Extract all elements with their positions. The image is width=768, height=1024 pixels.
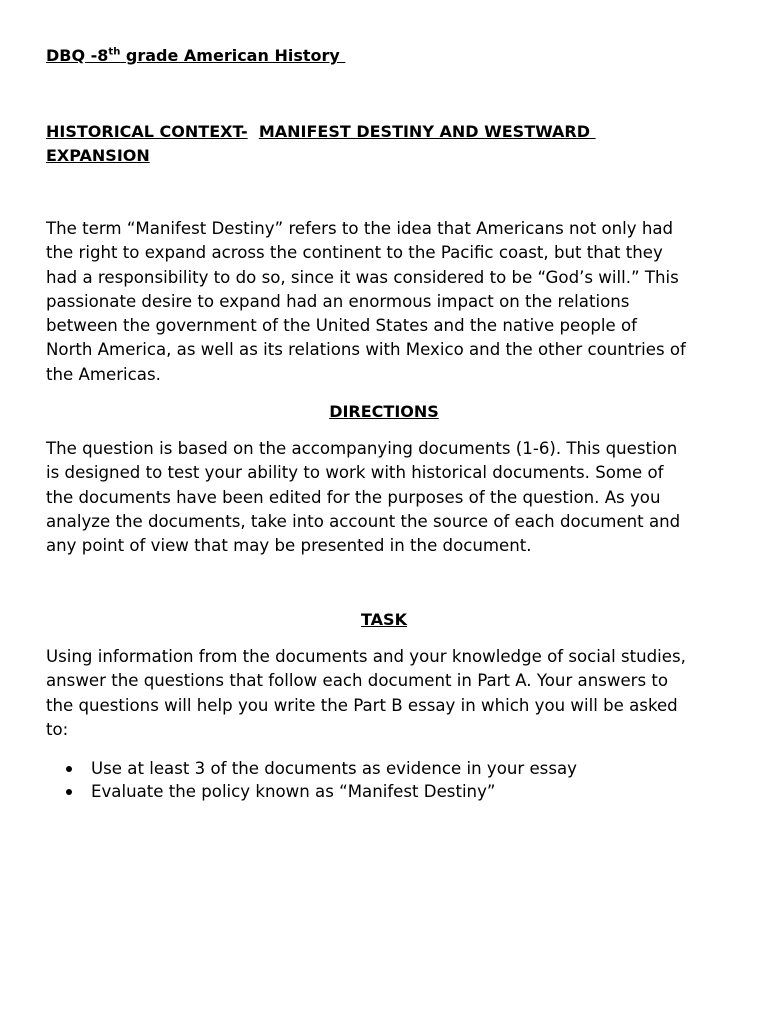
document-title: DBQ -8th grade American History — [46, 46, 346, 65]
list-item: Use at least 3 of the documents as evidence in your essay — [46, 757, 577, 780]
task-paragraph: Using information from the documents and your knowledge of social studies, answer the questions that follow each document in Part A. Your answers to the questions will help you write the Part B essay in which you will be asked to: — [46, 647, 686, 739]
context-topic-line-2: EXPANSION — [46, 146, 150, 165]
directions-heading: DIRECTIONS — [329, 402, 439, 421]
context-topic-line-1: MANIFEST DESTINY AND WESTWARD — [258, 122, 596, 141]
document-body — [46, 0, 730, 1024]
context-label: HISTORICAL CONTEXT- — [46, 122, 248, 141]
task-heading: TASK — [361, 610, 407, 629]
task-bullet-list — [46, 757, 577, 803]
bullet-icon — [66, 766, 72, 772]
historical-context-heading — [46, 120, 686, 168]
bullet-icon — [66, 789, 72, 795]
ordinal-superscript: th — [108, 46, 121, 58]
list-item: Evaluate the policy known as “Manifest Destiny” — [46, 780, 577, 803]
directions-paragraph: The question is based on the accompanying documents (1-6). This question is designed to test your ability to work with historical documents. Some of the documents have been edited for the purposes of the question. As you analyze the documents, take into account the source of each document and any point of view that may be presented in the document. — [46, 439, 681, 556]
intro-paragraph: The term “Manifest Destiny” refers to the idea that Americans not only had the right to expand across the continent to the Pacific coast, but that they had a responsibility to do so, since it was considered to be “God’s will.” This passionate desire to expand had an enormous impact on the relations between the government of the United States and the native people of North America, as well as its relations with Mexico and the other countries of the Americas. — [46, 219, 686, 384]
